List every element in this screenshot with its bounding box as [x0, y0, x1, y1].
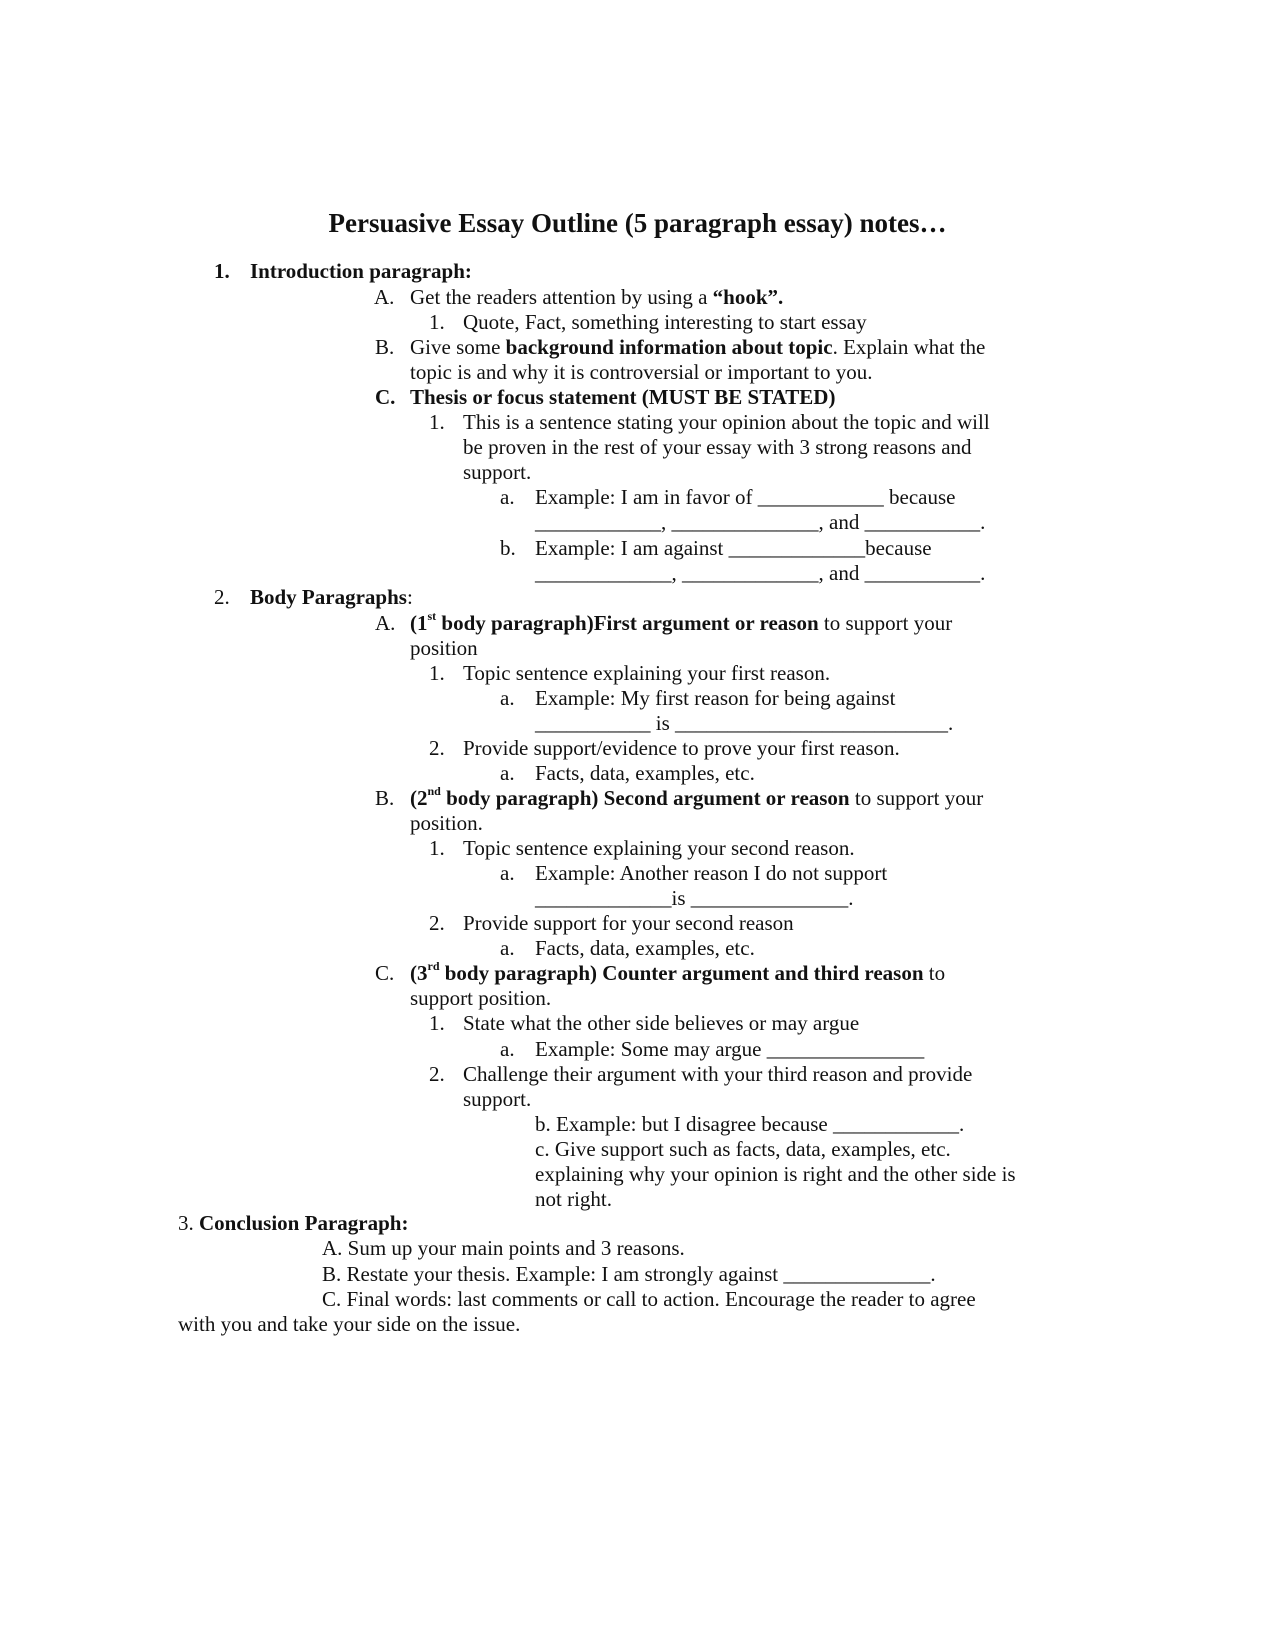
s2-c-sup: rd	[427, 959, 440, 973]
s2-b-post: to support your	[849, 786, 984, 810]
s2-a2-label: 2.	[429, 736, 445, 760]
s1-c1-line3: support.	[463, 460, 532, 484]
s1-b-bold: background information about topic	[505, 335, 833, 359]
s2-a1a-label: a.	[500, 686, 515, 710]
s2-a-b1: (1	[410, 611, 428, 635]
s1-ca-label: a.	[500, 485, 515, 509]
s2-a-line1	[410, 610, 952, 636]
section-2-heading	[250, 584, 413, 610]
s1-b-label: B.	[375, 335, 395, 359]
s2-c2-line2: support.	[463, 1087, 532, 1111]
s2-b1a-line1: Example: Another reason I do not support	[535, 861, 888, 885]
s2-c2-label: 2.	[429, 1062, 445, 1086]
s2-a2a-text: Facts, data, examples, etc.	[535, 761, 755, 785]
s2-b2-label: 2.	[429, 911, 445, 935]
s1-b-line1	[410, 334, 985, 360]
s2-b2a-text: Facts, data, examples, etc.	[535, 936, 755, 960]
s1-b-pre: Give some	[410, 335, 506, 359]
s1-cb-label: b.	[500, 536, 516, 560]
s2-b-line1	[410, 785, 983, 811]
s2-b2-text: Provide support for your second reason	[463, 911, 794, 935]
s2-c2c-line1: c. Give support such as facts, data, examples, etc.	[535, 1137, 951, 1161]
s1-cb-line2: _____________, _____________, and ___________.	[535, 561, 986, 585]
section-3-heading-line	[178, 1210, 408, 1236]
s1-c-text: Thesis or focus statement (MUST BE STATED)	[410, 385, 836, 409]
s2-a-label: A.	[375, 611, 396, 635]
s2-c-post: to	[923, 961, 946, 985]
s1-a-hook: “hook”.	[712, 285, 784, 309]
s2-c1a-text: Example: Some may argue _______________	[535, 1037, 925, 1061]
s2-a-b2: body paragraph)First argument or reason	[436, 611, 819, 635]
s3-c-line1: C. Final words: last comments or call to action. Encourage the reader to agree	[322, 1287, 976, 1311]
s3-c-line2: with you and take your side on the issue.	[178, 1312, 521, 1336]
section-3-number: 3.	[178, 1211, 199, 1235]
s2-a1a-line1: Example: My first reason for being against	[535, 686, 896, 710]
s2-a1-text: Topic sentence explaining your first reason.	[463, 661, 831, 685]
s3-b-text: B. Restate your thesis. Example: I am strongly against ______________.	[322, 1262, 936, 1286]
s2-b1-text: Topic sentence explaining your second reason.	[463, 836, 855, 860]
s2-b2a-label: a.	[500, 936, 515, 960]
s1-b-post: . Explain what the	[832, 335, 986, 359]
section-1-number: 1.	[214, 259, 230, 283]
s2-c-label: C.	[375, 961, 395, 985]
s2-c2-line1: Challenge their argument with your third reason and provide	[463, 1062, 973, 1086]
s1-c-label: C.	[375, 385, 396, 409]
s2-b1-label: 1.	[429, 836, 445, 860]
s1-a-label: A.	[374, 285, 395, 309]
s2-c2b-text: b. Example: but I disagree because ____________.	[535, 1112, 965, 1136]
s1-c1-line1: This is a sentence stating your opinion about the topic and will	[463, 410, 990, 434]
s2-c-b2: body paragraph) Counter argument and third reason	[439, 961, 924, 985]
s2-c-line2: support position.	[410, 986, 552, 1010]
s2-a2a-label: a.	[500, 761, 515, 785]
s2-b1a-line2: _____________is _______________.	[535, 886, 854, 910]
s1-b-line2: topic is and why it is controversial or important to you.	[410, 360, 873, 384]
s2-a-sup: st	[427, 609, 437, 623]
s2-b-b1: (2	[410, 786, 428, 810]
s1-a1-text: Quote, Fact, something interesting to start essay	[463, 310, 867, 334]
s3-a-text: A. Sum up your main points and 3 reasons.	[322, 1236, 685, 1260]
s2-b1a-label: a.	[500, 861, 515, 885]
s2-c-line1	[410, 960, 945, 986]
s2-a1-label: 1.	[429, 661, 445, 685]
section-3-heading: Conclusion Paragraph:	[199, 1211, 409, 1235]
s2-c2c-line2: explaining why your opinion is right and the other side is	[535, 1162, 1016, 1186]
s2-c-b1: (3	[410, 961, 428, 985]
section-2-number: 2.	[214, 585, 230, 609]
section-2-heading-text: Body Paragraphs	[250, 585, 407, 609]
s1-a-plain: Get the readers attention by using a	[410, 285, 713, 309]
s1-c1-label: 1.	[429, 410, 445, 434]
s1-a-text	[410, 284, 783, 310]
section-2-colon: :	[406, 585, 413, 609]
s1-cb-line1: Example: I am against _____________because	[535, 536, 932, 560]
s2-a-post: to support your	[818, 611, 953, 635]
s2-c2c-line3: not right.	[535, 1187, 612, 1211]
s2-b-sup: nd	[427, 784, 441, 798]
page-title: Persuasive Essay Outline (5 paragraph essay) notes…	[328, 208, 947, 238]
s2-b-line2: position.	[410, 811, 483, 835]
s2-a1a-line2: ___________ is __________________________.	[535, 711, 954, 735]
s2-a2-text: Provide support/evidence to prove your first reason.	[463, 736, 900, 760]
s2-c1-text: State what the other side believes or may argue	[463, 1011, 860, 1035]
s2-c1a-label: a.	[500, 1037, 515, 1061]
s1-c1-line2: be proven in the rest of your essay with 3 strong reasons and	[463, 435, 972, 459]
s1-a1-label: 1.	[429, 310, 445, 334]
section-1-heading: Introduction paragraph:	[250, 259, 472, 283]
s2-a-line2: position	[410, 636, 478, 660]
s2-b-label: B.	[375, 786, 395, 810]
s2-c1-label: 1.	[429, 1011, 445, 1035]
s2-b-b2: body paragraph) Second argument or reason	[440, 786, 850, 810]
s1-ca-line2: ____________, ______________, and ___________.	[535, 510, 986, 534]
s1-ca-line1: Example: I am in favor of ____________ because	[535, 485, 956, 509]
